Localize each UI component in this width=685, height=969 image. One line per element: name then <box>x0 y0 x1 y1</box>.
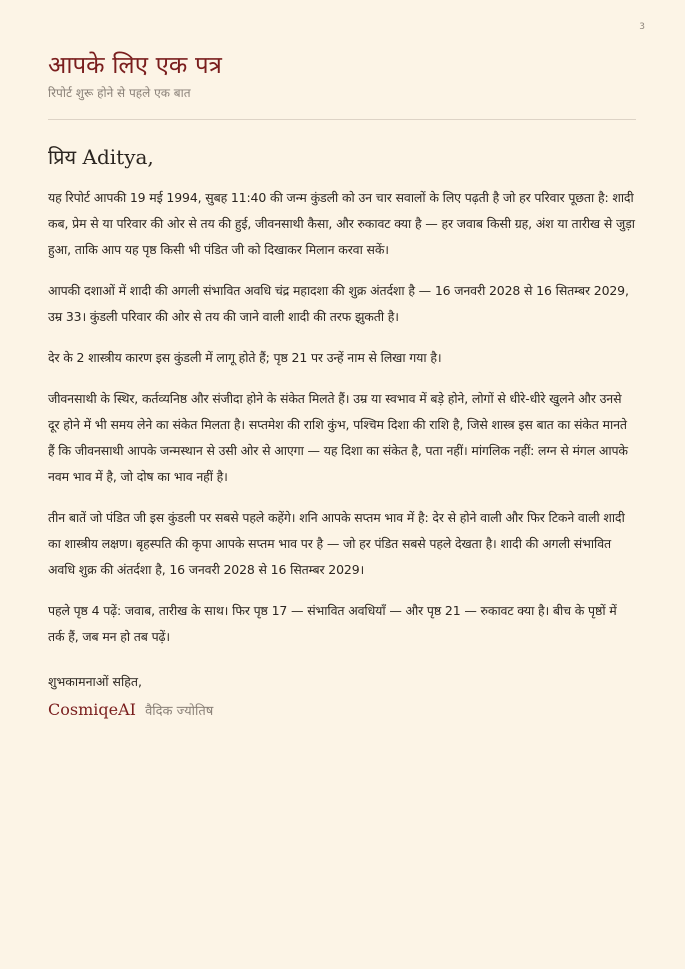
letter-paragraph-reading-guide: पहले पृष्ठ 4 पढ़ें: जवाब, तारीख के साथ। फिर पृष्ठ 17 — संभावित अवधियाँ — और पृष्ठ 21 — रुकावट क्या है। बीच के पृष्ठों में तर्क हैं, जब मन हो तब पढ़ें। <box>48 603 617 644</box>
letter-page <box>48 50 636 724</box>
page-subtitle: रिपोर्ट शुरू होने से पहले एक बात <box>48 86 191 100</box>
page-number: 3 <box>639 22 645 32</box>
letter-paragraph-intro: यह रिपोर्ट आपकी 19 मई 1994, सुबह 11:40 की जन्म कुंडली को उन चार सवालों के लिए पढ़ती है जो हर परिवार पूछता है: शादी कब, प्रेम से या परिवार की ओर से तय की हुई, जीवनसाथी कैसा, और रुकावट क्या है — हर जवाब किसी ग्रह, अंश या तारीख से जुड़ा हुआ, ताकि आप यह पृष्ठ किसी भी पंडित जी को दिखाकर मिलान करवा सकें। <box>48 190 635 257</box>
letter-greeting: प्रिय Aditya, <box>48 145 154 169</box>
letter-closing: शुभकामनाओं सहित, <box>48 674 142 689</box>
letter-paragraph-dasha: आपकी दशाओं में शादी की अगली संभावित अवधि चंद्र महादशा की शुक्र अंतर्दशा है — 16 जनवरी 2028 से 16 सितम्बर 2029, उम्र 33। कुंडली परिवार की ओर से तय की जाने वाली शादी की तरफ झुकती है। <box>48 283 629 324</box>
signature-subtitle: वैदिक ज्योतिष <box>145 704 214 719</box>
page-title: आपके लिए एक पत्र <box>48 51 222 79</box>
letter-paragraph-delay: देर के 2 शास्त्रीय कारण इस कुंडली में लागू होते हैं; पृष्ठ 21 पर उन्हें नाम से लिखा गया है। <box>48 350 442 365</box>
signature-brand: CosmiqeAI <box>48 700 136 719</box>
signature <box>48 698 636 724</box>
header-divider <box>48 119 636 120</box>
letter-paragraph-pandit: तीन बातें जो पंडित जी इस कुंडली पर सबसे पहले कहेंगे। शनि आपके सप्तम भाव में है: देर से होने वाली और फिर टिकने वाली शादी का शास्त्रीय लक्षण। बृहस्पति की कृपा आपके सप्तम भाव पर है — जो हर पंडित सबसे पहले देखता है। शादी की अगली संभावित अवधि शुक्र की अंतर्दशा है, 16 जनवरी 2028 से 16 सितम्बर 2029। <box>48 510 625 577</box>
letter-paragraph-spouse: जीवनसाथी के स्थिर, कर्तव्यनिष्ठ और संजीदा होने के संकेत मिलते हैं। उम्र या स्वभाव में बड़े होने, लोगों से धीरे-धीरे खुलने और उनसे दूर होने में भी समय लेने का संकेत मिलता है। सप्तमेश की राशि कुंभ, पश्चिम दिशा की राशि है, जिसे शास्त्र इस बात का संकेत मानते हैं कि जीवनसाथी आपके जन्मस्थान से उसी ओर से आएगा — यह दिशा का संकेत है, पता नहीं। मांगलिक नहीं: लग्न से मंगल आपके नवम भाव में है, जो दोष का भाव नहीं है। <box>48 391 628 484</box>
